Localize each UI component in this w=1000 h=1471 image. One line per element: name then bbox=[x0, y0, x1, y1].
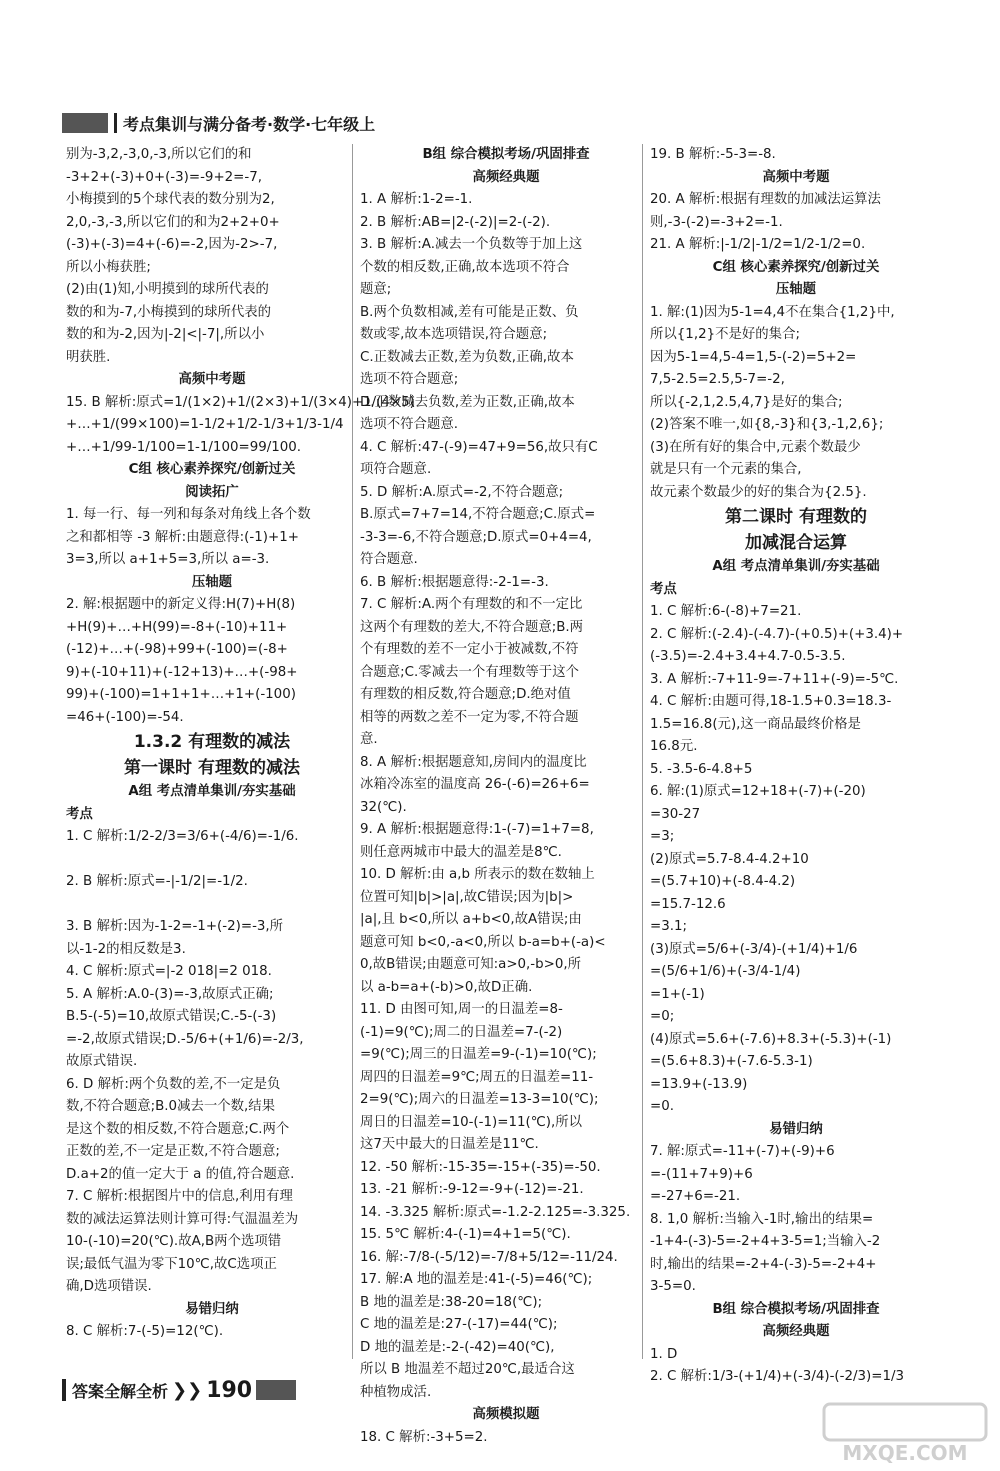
answer-line: 个有理数的差不一定小于被减数,不符 bbox=[360, 642, 579, 657]
answer-line: 0,故B错误;由题意可知:a>0,-b>0,所 bbox=[360, 957, 582, 972]
chevron-right-icon: ❯❯ bbox=[172, 1379, 203, 1401]
answer-line: =9(℃);周三的日温差=9-(-1)=10(℃); bbox=[360, 1047, 597, 1062]
answer-line: 故元素个数最少的好的集合为{2.5}. bbox=[650, 484, 867, 500]
section-heading: 易错归纳 bbox=[185, 1301, 239, 1317]
answer-line: 以-1-2的相反数是3. bbox=[66, 941, 186, 957]
answer-line: =-2,故原式错误;D.-5/6+(+1/6)=-2/3, bbox=[66, 1031, 304, 1047]
answer-line: 2. C 解析:1/3-(+1/4)+(-3/4)-(-2/3)=1/3 bbox=[650, 1369, 905, 1384]
answer-line: (-12)+…+(-98)+99+(-100)=(-8+ bbox=[66, 642, 288, 657]
answer-line: 5. D 解析:A.原式=-2,不符合题意; bbox=[360, 484, 564, 500]
answer-line: B 地的温差是:38-20=18(℃); bbox=[360, 1294, 543, 1310]
answer-line: 个数的相反数,正确,故本选项不符合 bbox=[360, 259, 570, 275]
answer-line: 1. 每一行、每一列和每条对角线上各个数 bbox=[66, 507, 311, 522]
answer-line: 则任意两城市中最大的温差是8℃. bbox=[360, 844, 562, 860]
answer-line: |a|,且 b<0,所以 a+b<0,故A错误;由 bbox=[360, 912, 582, 927]
answer-line: 周四的日温差=9℃;周五的日温差=11- bbox=[360, 1069, 594, 1085]
answer-line: 15. 5℃ 解析:4-(-1)=4+1=5(℃). bbox=[360, 1227, 571, 1242]
answer-line: 15. B 解析:原式=1/(1×2)+1/(2×3)+1/(3×4)+1/(4×5) bbox=[66, 394, 415, 410]
answer-line: 5. A 解析:A.0-(3)=-3,故原式正确; bbox=[66, 986, 274, 1002]
answer-line: 1.5=16.8(元),这一商品最终价格是 bbox=[650, 716, 861, 732]
answer-line: =-27+6=-21. bbox=[650, 1189, 741, 1204]
answer-line: 小梅摸到的5个球代表的数分别为2, bbox=[66, 192, 275, 207]
answer-line: =(5.7+10)+(-8.4-4.2) bbox=[650, 874, 796, 889]
answer-line: 别为-3,2,-3,0,-3,所以它们的和 bbox=[66, 147, 252, 162]
section-heading: 第一课时 有理数的减法 bbox=[124, 758, 300, 778]
answer-line: =(5.6+8.3)+(-7.6-5.3-1) bbox=[650, 1054, 813, 1069]
section-heading: 易错归纳 bbox=[769, 1121, 823, 1137]
answer-line: 选项不符合题意; bbox=[360, 372, 459, 387]
answer-line: 之和都相等 -3 解析:由题意得:(-1)+1+ bbox=[66, 529, 299, 545]
answer-line bbox=[66, 849, 358, 872]
answer-line: 7. 解:原式=-11+(-7)+(-9)+6 bbox=[650, 1144, 835, 1159]
answer-line: 是这个数的相反数,不符合题意;C.两个 bbox=[66, 1121, 290, 1137]
answer-line: 14. -3.325 解析:原式=-1.2-2.125=-3.325. bbox=[360, 1204, 631, 1220]
answer-line: +…+1/(99×100)=1-1/2+1/2-1/3+1/3-1/4 bbox=[66, 417, 344, 432]
section-heading: 高频经典题 bbox=[472, 169, 540, 185]
answer-line: =(5/6+1/6)+(-3/4-1/4) bbox=[650, 964, 801, 979]
answer-line: 1. C 解析:6-(-8)+7=21. bbox=[650, 604, 802, 619]
section-heading: 阅读拓广 bbox=[185, 484, 239, 500]
answer-column-middle bbox=[360, 144, 652, 1449]
answer-line: -1+4-(-3)-5=-2+4+3-5=1;当输入-2 bbox=[650, 1234, 881, 1249]
answer-line: =3; bbox=[650, 829, 675, 844]
answer-line: 11. D 由图可知,周一的日温差=8- bbox=[360, 1002, 563, 1017]
answer-line: (2)答案不唯一,如{8,-3}和{3,-1,2,6}; bbox=[650, 417, 884, 432]
header-title: 考点集训与满分备考·数学·七年级上 bbox=[123, 114, 376, 134]
answer-line: 以 a-b=a+(-b)>0,故D正确. bbox=[360, 979, 533, 995]
answer-line: 1. C 解析:1/2-2/3=3/6+(-4/6)=-1/6. bbox=[66, 829, 299, 844]
answer-line: =1+(-1) bbox=[650, 986, 705, 1002]
answer-line: 2. B 解析:AB=|2-(-2)|=2-(-2). bbox=[360, 214, 551, 230]
answer-line: 2. C 解析:(-2.4)-(-4.7)-(+0.5)+(+3.4)+ bbox=[650, 626, 904, 642]
answer-line: 8. A 解析:根据题意知,房间内的温度比 bbox=[360, 754, 587, 770]
answer-line: 4. C 解析:原式=|-2 018|=2 018. bbox=[66, 964, 272, 979]
header-divider bbox=[114, 113, 117, 133]
section-heading: B组 综合模拟考场/巩固排查 bbox=[422, 147, 590, 162]
answer-line: 合题意;C.零减去一个有理数等于这个 bbox=[360, 664, 579, 680]
answer-line: 数的减法运算法则计算可得:气温温差为 bbox=[66, 1211, 299, 1227]
answer-line: +H(9)+…+H(99)=-8+(-10)+11+ bbox=[66, 619, 288, 635]
header-decor-block bbox=[62, 113, 108, 133]
answer-line: 1. D bbox=[650, 1346, 678, 1362]
watermark-text: MXQE.COM bbox=[842, 1441, 968, 1465]
answer-line: 1. A 解析:1-2=-1. bbox=[360, 192, 473, 207]
answer-line: 2. 解:根据题中的新定义得:H(7)+H(8) bbox=[66, 597, 296, 612]
answer-line: 所以小梅获胜; bbox=[66, 259, 151, 275]
answer-line: 3-5=0. bbox=[650, 1279, 696, 1294]
answer-line: (-1)=9(℃);周二的日温差=7-(-2) bbox=[360, 1024, 563, 1040]
answer-line: D.a+2的值一定大于 a 的值,符合题意. bbox=[66, 1166, 295, 1182]
answer-line: 7. C 解析:A.两个有理数的和不一定比 bbox=[360, 597, 583, 612]
answer-line: 17. 解:A 地的温差是:41-(-5)=46(℃); bbox=[360, 1272, 593, 1287]
answer-line: D.正数减去负数,差为正数,正确,故本 bbox=[360, 394, 575, 410]
section-heading: C组 核心素养探究/创新过关 bbox=[128, 462, 296, 477]
answer-line: 相等的两数之差不一定为零,不符合题 bbox=[360, 709, 579, 725]
answer-line: +…+1/99-1/100=1-1/100=99/100. bbox=[66, 439, 302, 455]
footer-divider bbox=[62, 1379, 66, 1401]
answer-line: 所以{-2,1,2.5,4,7}是好的集合; bbox=[650, 394, 843, 410]
answer-line: B.原式=7+7=14,不符合题意;C.原式= bbox=[360, 507, 596, 522]
answer-line: 故原式错误. bbox=[66, 1054, 138, 1069]
answer-line: 12. -50 解析:-15-35=-15+(-35)=-50. bbox=[360, 1159, 601, 1175]
answer-line: 4. C 解析:47-(-9)=47+9=56,故只有C bbox=[360, 439, 598, 455]
answer-line: 2=9(℃);周六的日温差=13-3=10(℃); bbox=[360, 1092, 599, 1107]
answer-line: 16.8元. bbox=[650, 739, 698, 754]
answer-line: 冰箱冷冻室的温度高 26-(-6)=26+6= bbox=[360, 777, 590, 792]
answer-line: 种植物成活. bbox=[360, 1384, 432, 1400]
answer-line: 3. B 解析:因为-1-2=-1+(-2)=-3,所 bbox=[66, 919, 284, 934]
answer-line: C 地的温差是:27-(-17)=44(℃); bbox=[360, 1317, 558, 1332]
answer-line: (3)原式=5/6+(-3/4)-(+1/4)+1/6 bbox=[650, 941, 858, 957]
answer-line: =0. bbox=[650, 1099, 674, 1114]
section-heading: 压轴题 bbox=[775, 282, 817, 297]
answer-line: 10. D 解析:由 a,b 所表示的数在数轴上 bbox=[360, 867, 595, 882]
answer-line: =15.7-12.6 bbox=[650, 896, 726, 912]
answer-line: 5. -3.5-6-4.8+5 bbox=[650, 761, 753, 777]
answer-line: 16. 解:-7/8-(-5/12)=-7/8+5/12=-11/24. bbox=[360, 1249, 618, 1265]
answer-line: 则,-3-(-2)=-3+2=-1. bbox=[650, 214, 783, 230]
answer-line: 1. 解:(1)因为5-1=4,4不在集合{1,2}中, bbox=[650, 304, 895, 320]
answer-line: 99)+(-100)=1+1+1+…+1+(-100) bbox=[66, 687, 296, 702]
page-footer bbox=[62, 1376, 296, 1404]
section-heading: 压轴题 bbox=[191, 574, 233, 590]
answer-line: 6. 解:(1)原式=12+18+(-7)+(-20) bbox=[650, 784, 866, 799]
answer-line: 符合题意. bbox=[360, 552, 418, 567]
answer-line: 数的和为-2,因为|-2|<|-7|,所以小 bbox=[66, 327, 265, 342]
section-heading: 高频中考题 bbox=[762, 169, 830, 185]
answer-line: 9. A 解析:根据题意得:1-(-7)=1+7=8, bbox=[360, 822, 594, 837]
answer-line: 确,D选项错误. bbox=[66, 1279, 152, 1294]
section-heading: B组 综合模拟考场/巩固排查 bbox=[712, 1301, 880, 1317]
section-heading: 高频经典题 bbox=[762, 1324, 830, 1339]
answer-line: 3. A 解析:-7+11-9=-7+11+(-9)=-5℃. bbox=[650, 671, 899, 687]
answer-line: =-(11+7+9)+6 bbox=[650, 1166, 753, 1182]
answer-line: (-3.5)=-2.4+3.4+4.7-0.5-3.5. bbox=[650, 649, 846, 664]
answer-line: 8. 1,0 解析:当输入-1时,输出的结果= bbox=[650, 1211, 874, 1227]
answer-line: (-3)+(-3)=4+(-6)=-2,因为-2>-7, bbox=[66, 237, 278, 252]
answer-line: 4. C 解析:由题可得,18-1.5+0.3=18.3- bbox=[650, 694, 892, 709]
answer-line: (3)在所有好的集合中,元素个数最少 bbox=[650, 439, 861, 455]
answer-line: B.两个负数相减,差有可能是正数、负 bbox=[360, 304, 579, 320]
section-heading: A组 考点清单集训/夯实基础 bbox=[712, 559, 880, 574]
answer-line: C.正数减去正数,差为负数,正确,故本 bbox=[360, 349, 574, 365]
answer-line: 就是只有一个元素的集合, bbox=[650, 462, 802, 477]
section-heading: A组 考点清单集训/夯实基础 bbox=[128, 784, 296, 799]
answer-line: 考点 bbox=[650, 581, 677, 597]
section-heading: 高频模拟题 bbox=[472, 1407, 540, 1422]
answer-line: 这两个有理数的差大,不符合题意;B.两 bbox=[360, 619, 584, 635]
answer-line: 正数的差,不一定是正数,不符合题意; bbox=[66, 1144, 280, 1159]
answer-line: 20. A 解析:根据有理数的加减法运算法 bbox=[650, 192, 881, 207]
answer-line: 7,5-2.5=2.5,5-7=-2, bbox=[650, 372, 785, 387]
answer-line: =13.9+(-13.9) bbox=[650, 1076, 748, 1092]
answer-line: 2,0,-3,-3,所以它们的和为2+2+0+ bbox=[66, 214, 280, 230]
answer-line: 明获胜. bbox=[66, 349, 111, 365]
answer-line: 18. C 解析:-3+5=2. bbox=[360, 1429, 488, 1445]
answer-line: 7. C 解析:根据图片中的信息,利用有理 bbox=[66, 1189, 293, 1204]
answer-line: 因为5-1=4,5-4=1,5-(-2)=5+2= bbox=[650, 349, 857, 365]
answer-line: (4)原式=5.6+(-7.6)+8.3+(-5.3)+(-1) bbox=[650, 1031, 892, 1047]
answer-line: 误;最低气温为零下10℃,故C选项正 bbox=[66, 1256, 277, 1272]
answer-line: =30-27 bbox=[650, 806, 701, 822]
answer-column-right bbox=[650, 144, 942, 1389]
section-heading: 高频中考题 bbox=[178, 372, 246, 387]
answer-line: -3-3=-6,不符合题意;D.原式=0+4=4, bbox=[360, 529, 592, 545]
answer-line: 8. C 解析:7-(-5)=12(℃). bbox=[66, 1324, 224, 1339]
section-heading: 1.3.2 有理数的减法 bbox=[133, 732, 291, 752]
footer-decor-block bbox=[256, 1380, 296, 1400]
answer-line: 9)+(-10+11)+(-12+13)+…+(-98+ bbox=[66, 664, 298, 680]
answer-line: 3. B 解析:A.减去一个负数等于加上这 bbox=[360, 237, 583, 252]
answer-line: 32(℃). bbox=[360, 799, 407, 815]
answer-line bbox=[66, 894, 358, 917]
answer-line: D 地的温差是:-2-(-42)=40(℃), bbox=[360, 1339, 555, 1355]
answer-line: 意. bbox=[360, 732, 378, 747]
section-heading: 第二课时 有理数的 bbox=[725, 507, 867, 527]
page-number: 190 bbox=[206, 1377, 253, 1403]
answer-line: 2. B 解析:原式=-|-1/2|=-1/2. bbox=[66, 874, 248, 889]
answer-line: 10-(-10)=20(℃).故A,B两个选项错 bbox=[66, 1234, 282, 1249]
answer-line: 这7天中最大的日温差是11℃. bbox=[360, 1137, 539, 1152]
answer-line: B.5-(-5)=10,故原式错误;C.-5-(-3) bbox=[66, 1009, 277, 1024]
answer-line: 有理数的相反数,符合题意;D.绝对值 bbox=[360, 687, 571, 702]
answer-line: 6. D 解析:两个负数的差,不一定是负 bbox=[66, 1076, 281, 1092]
answer-line: 13. -21 解析:-9-12=-9+(-12)=-21. bbox=[360, 1182, 584, 1197]
answer-line: =46+(-100)=-54. bbox=[66, 709, 184, 725]
watermark-logo bbox=[820, 1400, 990, 1466]
section-heading: C组 核心素养探究/创新过关 bbox=[712, 259, 880, 275]
answer-line: =0; bbox=[650, 1009, 675, 1024]
answer-line: 3=3,所以 a+1+5=3,所以 a=-3. bbox=[66, 552, 270, 567]
answer-line: 周日的日温差=10-(-1)=11(℃),所以 bbox=[360, 1114, 583, 1130]
answer-line: 数或零,故本选项错误,符合题意; bbox=[360, 327, 548, 342]
answer-line: 考点 bbox=[66, 806, 93, 822]
page-header bbox=[62, 108, 942, 138]
answer-line: 位置可知|b|>|a|,故C错误;因为|b|> bbox=[360, 889, 574, 905]
answer-line: 19. B 解析:-5-3=-8. bbox=[650, 147, 776, 162]
answer-line: 数的和为-7,小梅摸到的球所代表的 bbox=[66, 304, 272, 320]
answer-line: (2)由(1)知,小明摸到的球所代表的 bbox=[66, 282, 269, 297]
answer-line: 项符合题意. bbox=[360, 462, 432, 477]
footer-label: 答案全解全析 bbox=[72, 1381, 169, 1401]
answer-line: 所以 B 地温差不超过20℃,最适合这 bbox=[360, 1362, 575, 1377]
answer-line: 所以{1,2}不是好的集合; bbox=[650, 327, 800, 342]
answer-line: 题意; bbox=[360, 282, 392, 297]
section-heading: 加减混合运算 bbox=[745, 533, 847, 553]
answer-line: 题意可知 b<0,-a<0,所以 b-a=b+(-a)< bbox=[360, 934, 606, 950]
answer-line: (2)原式=5.7-8.4-4.2+10 bbox=[650, 851, 809, 867]
answer-line: -3+2+(-3)+0+(-3)=-9+2=-7, bbox=[66, 169, 263, 185]
answer-line: 数,不符合题意;B.0减去一个数,结果 bbox=[66, 1099, 276, 1114]
answer-line: 6. B 解析:根据题意得:-2-1=-3. bbox=[360, 574, 549, 590]
answer-line: =3.1; bbox=[650, 919, 688, 934]
answer-line: 21. A 解析:|-1/2|-1/2=1/2-1/2=0. bbox=[650, 237, 866, 252]
answer-line: 选项不符合题意. bbox=[360, 417, 458, 432]
answer-line: 时,输出的结果=-2+4-(-3)-5=-2+4+ bbox=[650, 1256, 877, 1272]
